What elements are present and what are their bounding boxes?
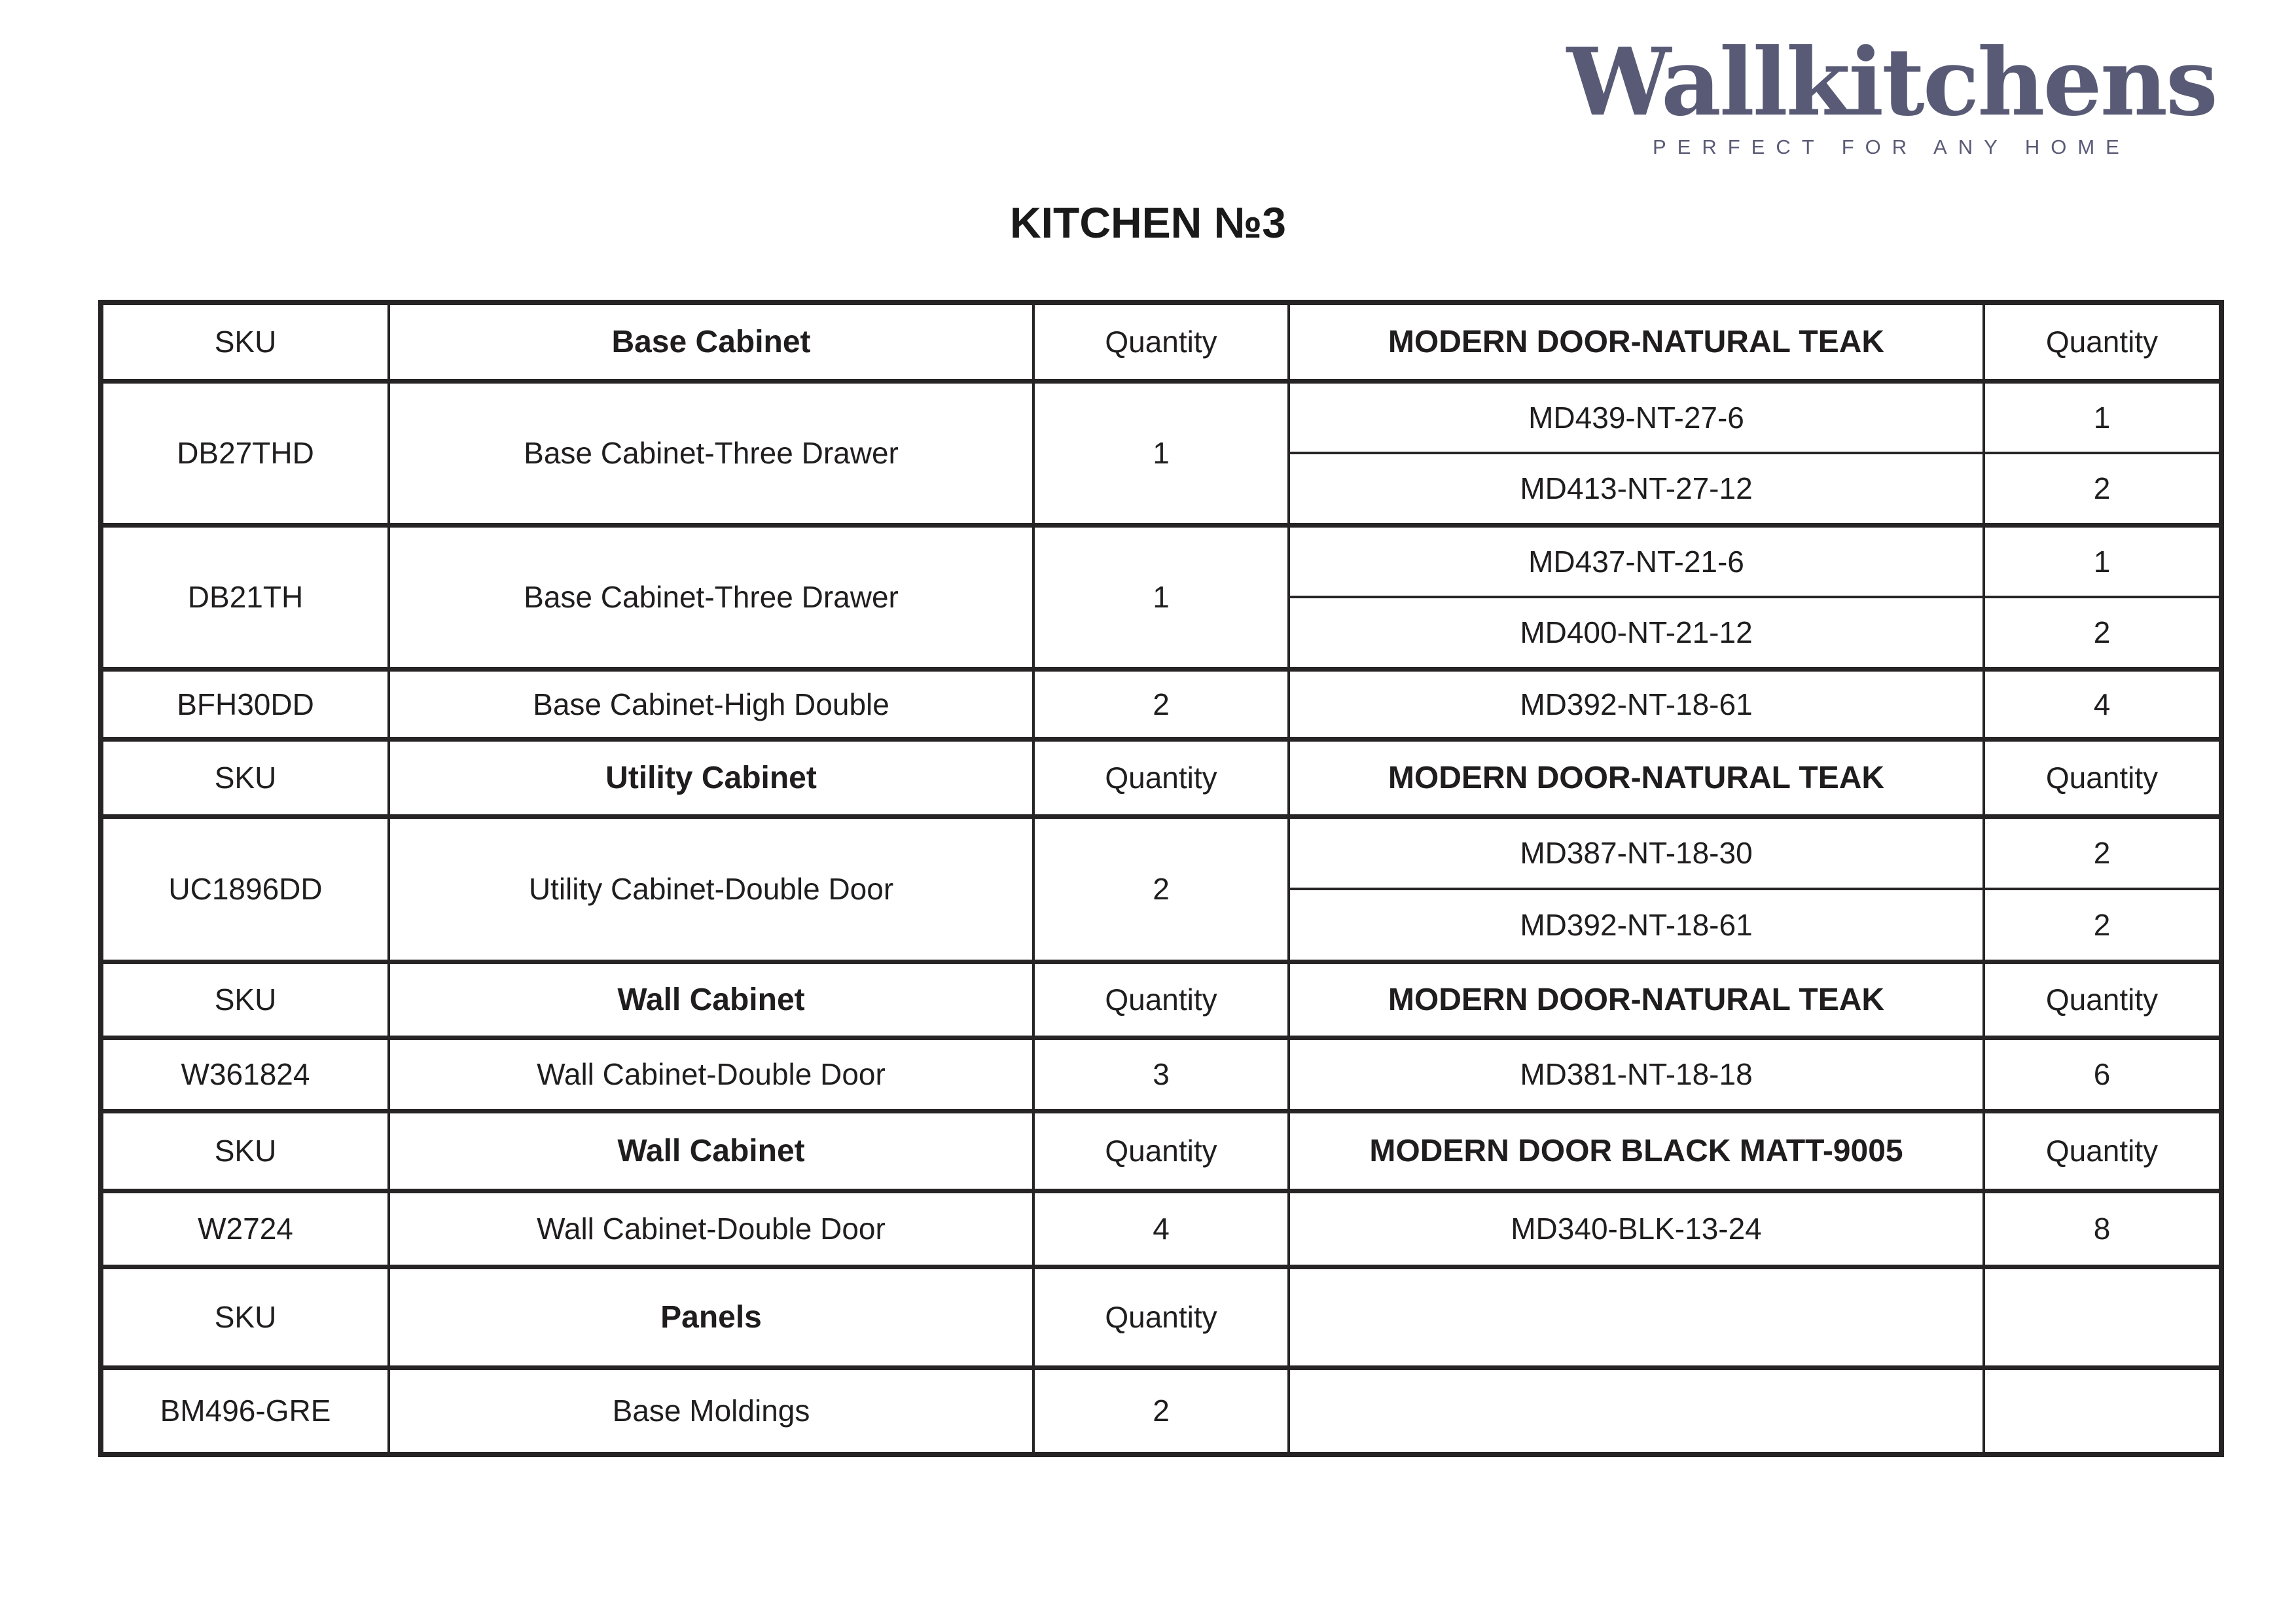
quantity-column-header: Quantity xyxy=(1033,739,1289,816)
quantity-column-header: Quantity xyxy=(1033,1267,1289,1367)
category-header: Wall Cabinet xyxy=(389,1111,1033,1191)
item-cell: Base Moldings xyxy=(389,1367,1033,1454)
door-code-cell: MD413-NT-27-12 xyxy=(1289,453,1984,525)
door-quantity-cell: 2 xyxy=(1984,453,2221,525)
item-cell: Utility Cabinet-Double Door xyxy=(389,816,1033,962)
category-header: Utility Cabinet xyxy=(389,739,1033,816)
sku-cell: BM496-GRE xyxy=(101,1367,389,1454)
item-cell: Wall Cabinet-Double Door xyxy=(389,1191,1033,1267)
door-quantity-column-header: Quantity xyxy=(1984,1111,2221,1191)
category-header: Base Cabinet xyxy=(389,302,1033,381)
sku-column-header: SKU xyxy=(101,302,389,381)
door-code-cell: MD439-NT-27-6 xyxy=(1289,381,1984,453)
section-header-row xyxy=(101,1267,2221,1367)
door-style-header: MODERN DOOR-NATURAL TEAK xyxy=(1289,739,1984,816)
table-row xyxy=(101,1038,2221,1111)
brand-tagline: PERFECT FOR ANY HOME xyxy=(1652,135,2130,159)
sku-column-header: SKU xyxy=(101,962,389,1038)
table-row xyxy=(101,1367,2221,1454)
quantity-column-header: Quantity xyxy=(1033,1111,1289,1191)
door-quantity-cell: 1 xyxy=(1984,381,2221,453)
door-quantity-cell: 2 xyxy=(1984,597,2221,669)
sku-cell: W2724 xyxy=(101,1191,389,1267)
sku-column-header: SKU xyxy=(101,1111,389,1191)
quantity-cell: 3 xyxy=(1033,1038,1289,1111)
door-quantity-cell: 8 xyxy=(1984,1191,2221,1267)
quantity-cell: 2 xyxy=(1033,816,1289,962)
door-quantity-column-header xyxy=(1984,1267,2221,1367)
door-quantity-cell xyxy=(1984,1367,2221,1454)
door-quantity-column-header: Quantity xyxy=(1984,739,2221,816)
spec-table xyxy=(98,300,2224,1457)
item-cell: Wall Cabinet-Double Door xyxy=(389,1038,1033,1111)
sku-cell: W361824 xyxy=(101,1038,389,1111)
table-row xyxy=(101,669,2221,739)
door-code-cell: MD400-NT-21-12 xyxy=(1289,597,1984,669)
quantity-cell: 4 xyxy=(1033,1191,1289,1267)
quantity-cell: 2 xyxy=(1033,1367,1289,1454)
door-style-header xyxy=(1289,1267,1984,1367)
door-code-cell: MD392-NT-18-61 xyxy=(1289,669,1984,739)
door-quantity-cell: 1 xyxy=(1984,525,2221,597)
sku-cell: DB27THD xyxy=(101,381,389,525)
quantity-column-header: Quantity xyxy=(1033,962,1289,1038)
section-header-row xyxy=(101,302,2221,381)
quantity-column-header: Quantity xyxy=(1033,302,1289,381)
item-cell: Base Cabinet-Three Drawer xyxy=(389,381,1033,525)
door-code-cell: MD340-BLK-13-24 xyxy=(1289,1191,1984,1267)
door-code-cell: MD381-NT-18-18 xyxy=(1289,1038,1984,1111)
door-quantity-column-header: Quantity xyxy=(1984,302,2221,381)
brand-header xyxy=(1566,28,2216,159)
door-quantity-cell: 4 xyxy=(1984,669,2221,739)
door-style-header: MODERN DOOR-NATURAL TEAK xyxy=(1289,302,1984,381)
door-code-cell xyxy=(1289,1367,1984,1454)
quantity-cell: 2 xyxy=(1033,669,1289,739)
door-quantity-cell: 2 xyxy=(1984,816,2221,889)
quantity-cell: 1 xyxy=(1033,525,1289,669)
door-code-cell: MD387-NT-18-30 xyxy=(1289,816,1984,889)
section-header-row xyxy=(101,1111,2221,1191)
sku-column-header: SKU xyxy=(101,1267,389,1367)
item-cell: Base Cabinet-High Double xyxy=(389,669,1033,739)
section-header-row xyxy=(101,962,2221,1038)
door-code-cell: MD437-NT-21-6 xyxy=(1289,525,1984,597)
door-quantity-cell: 6 xyxy=(1984,1038,2221,1111)
door-code-cell: MD392-NT-18-61 xyxy=(1289,889,1984,962)
section-header-row xyxy=(101,739,2221,816)
sku-cell: UC1896DD xyxy=(101,816,389,962)
sku-cell: BFH30DD xyxy=(101,669,389,739)
sku-column-header: SKU xyxy=(101,739,389,816)
item-cell: Base Cabinet-Three Drawer xyxy=(389,525,1033,669)
quantity-cell: 1 xyxy=(1033,381,1289,525)
page-title: KITCHEN №3 xyxy=(1010,198,1286,247)
table-row xyxy=(101,525,2221,597)
door-quantity-column-header: Quantity xyxy=(1984,962,2221,1038)
door-style-header: MODERN DOOR BLACK MATT-9005 xyxy=(1289,1111,1984,1191)
category-header: Panels xyxy=(389,1267,1033,1367)
table-row xyxy=(101,1191,2221,1267)
table-row xyxy=(101,816,2221,889)
table-row xyxy=(101,381,2221,453)
sku-cell: DB21TH xyxy=(101,525,389,669)
door-style-header: MODERN DOOR-NATURAL TEAK xyxy=(1289,962,1984,1038)
category-header: Wall Cabinet xyxy=(389,962,1033,1038)
door-quantity-cell: 2 xyxy=(1984,889,2221,962)
brand-logo: Wallkitchens xyxy=(1566,28,2216,137)
